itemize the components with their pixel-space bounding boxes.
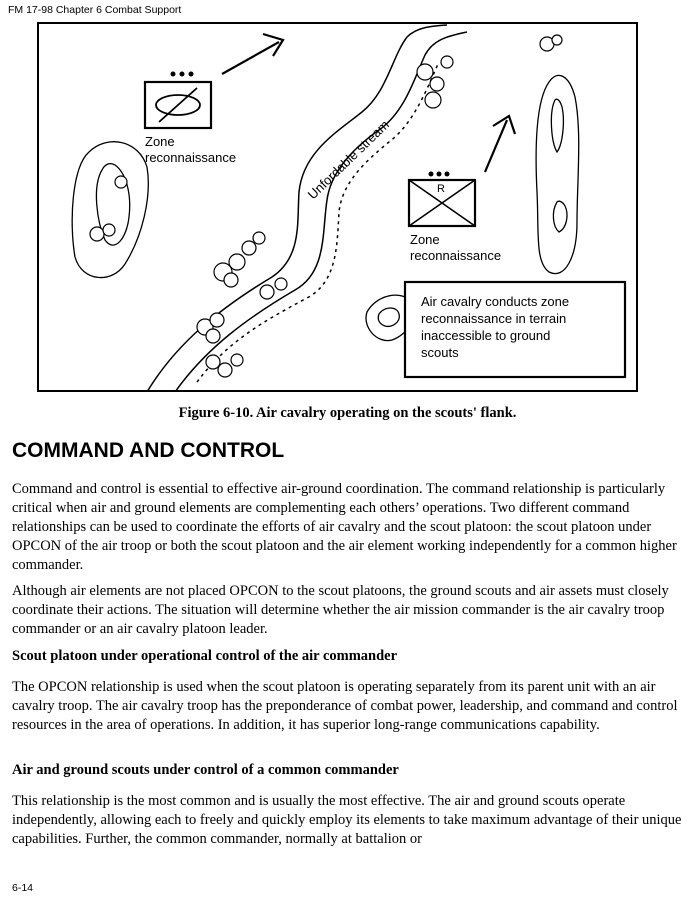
stream-label: Unfordable stream <box>304 117 393 203</box>
callout-line: reconnaissance in terrain <box>421 311 567 326</box>
section-title: COMMAND AND CONTROL <box>12 439 285 462</box>
zone-label-left-1: Zone <box>145 134 175 149</box>
zone-label-left-2: reconnaissance <box>145 150 237 165</box>
paragraph-4: This relationship is the most common and is usually the most effective. The air and ground scouts operate independently, allowing each to freely and quickly employ its elements to take maximum advantage of their unique capabilities. Further, the common commander, normally at battalion or <box>12 793 682 847</box>
air-cavalry-figure <box>37 22 638 392</box>
unit-symbol-letter: R <box>437 183 445 195</box>
paragraph-2: Although air elements are not placed OPCON to the scout platoons, the ground scouts and air assets must closely coordinate their actions. The situation will determine whether the air mission commander is the air cavalry troop commander or an air cavalry platoon leader. <box>12 583 669 637</box>
callout-line: Air cavalry conducts zone <box>421 294 570 309</box>
page-number: 6-14 <box>12 882 34 894</box>
zone-label-right-1: Zone <box>410 232 440 247</box>
callout-box <box>405 282 625 377</box>
subheading-1: Scout platoon under operational control of the air commander <box>12 648 398 664</box>
figure-caption: Figure 6-10. Air cavalry operating on the scouts' flank. <box>178 405 517 421</box>
running-header: FM 17-98 Chapter 6 Combat Support <box>8 4 182 16</box>
zone-label-right-2: reconnaissance <box>410 248 502 263</box>
unit-symbol-right <box>409 172 475 227</box>
subheading-2: Air and ground scouts under control of a common commander <box>12 762 399 778</box>
callout-line: scouts <box>421 345 459 360</box>
callout-line: inaccessible to ground <box>421 328 551 343</box>
paragraph-3: The OPCON relationship is used when the scout platoon is operating separately from its parent unit with an air cavalry troop. The air cavalry troop has the preponderance of combat power, leadership, and command and control resources in the area of operations. In addition, it has superior long-range communications capability. <box>12 679 678 733</box>
paragraph-1: Command and control is essential to effective air-ground coordination. The command relationship is particularly critical when air and ground elements are complementing each others’ operations. Two different command relationships can be used to coordinate the efforts of air cavalry and the scout platoon: the scout platoon under OPCON of the air troop or both the scout platoon and the air element working independently for a common higher commander. <box>12 481 677 573</box>
